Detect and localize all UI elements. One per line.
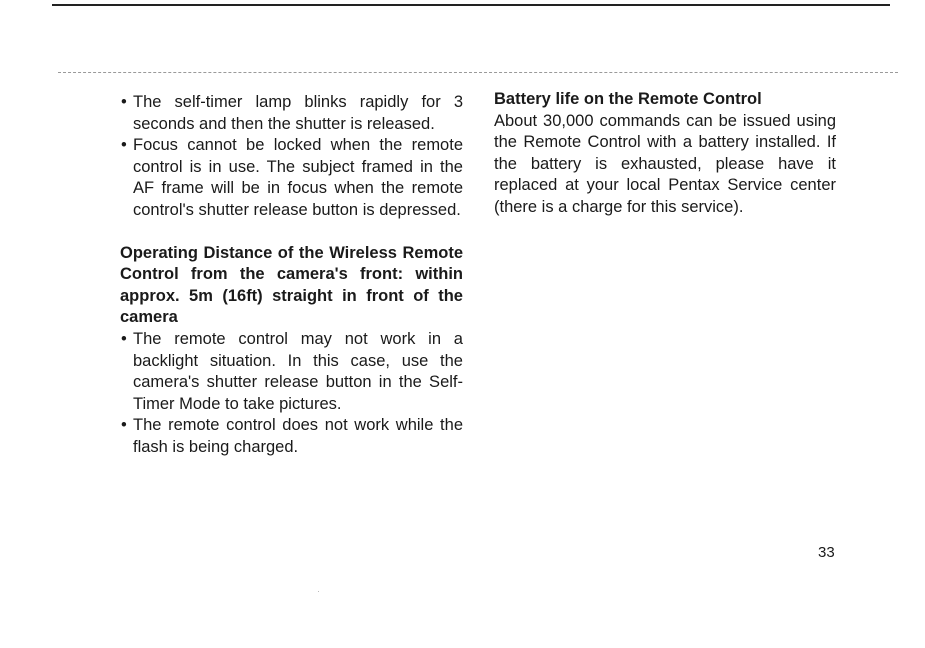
scan-speck (318, 591, 319, 592)
page-number: 33 (818, 544, 835, 561)
battery-life-heading: Battery life on the Remote Control (494, 90, 762, 108)
bullet-flash-charging: • The remote control does not work while the flash is being charged. (120, 415, 463, 458)
bullet-focus-lock: • Focus cannot be locked when the remote control is in use. The subject framed in the AF frame will be in focus when the remote control's shutter release button is depressed. (120, 135, 463, 221)
operating-distance-heading: Operating Distance of the Wireless Remote Control from the camera's front: within approx. 5m (16ft) straight in front of the camera (120, 243, 463, 327)
bullet-backlight: • The remote control may not work in a backlight situation. In this case, use the camera's shutter release button in the Self-Timer Mode to take pictures. (120, 329, 463, 415)
header-divider (58, 72, 898, 73)
bullet-self-timer-lamp: • The self-timer lamp blinks rapidly for 3 seconds and then the shutter is released. (120, 92, 463, 135)
left-column (120, 92, 463, 459)
battery-life-body: About 30,000 commands can be issued using the Remote Control with a battery installed. If the battery is exhausted, please have it replaced at your local Pentax Service center (there is a charge for this service). (494, 111, 836, 216)
top-rule (52, 4, 890, 6)
bullet-list-remote-notes (120, 329, 463, 459)
right-column (494, 89, 836, 219)
bullet-list-self-timer (120, 92, 463, 222)
